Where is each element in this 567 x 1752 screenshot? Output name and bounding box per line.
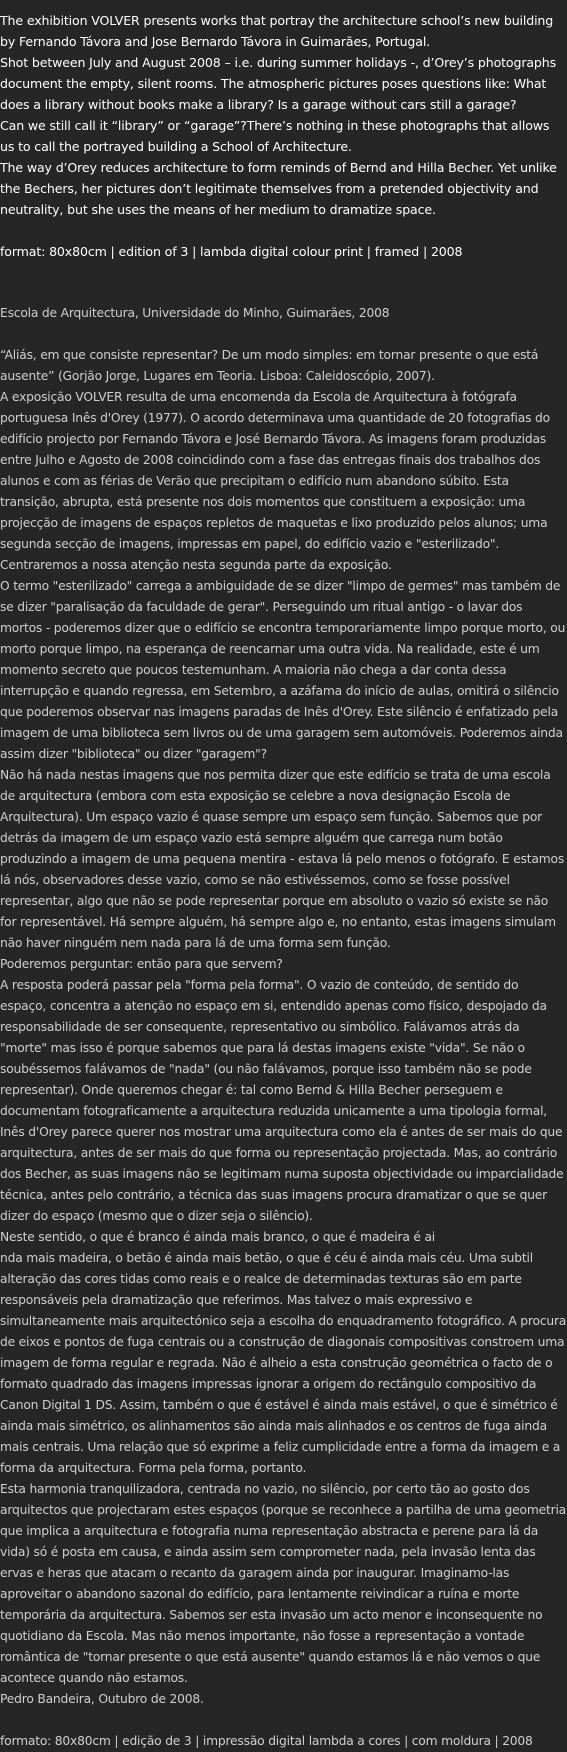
- english-paragraph-library: Can we still call it “library” or “garage”?There’s nothing in these photographs that allows us to call the portrayed building a School of Architecture.: [0, 118, 550, 154]
- spacer: [0, 220, 567, 241]
- portuguese-paragraph-madeira: nda mais madeira, o betão é ainda mais betão, o que é céu é ainda mais céu. Uma subtil alteração das cores tidas como reais e o realce de determinadas texturas são em parte responsáveis pela dramatização que referimos. Mas talvez o mais expressivo e simultaneamente mais arquitectónico seja a escolha do enquadramento fotográfico. A procura de eixos e pontos de fuga centrais ou a construção de diagonais compositivas constroem uma imagem de forma regular e regrada. Não é alheio a esta construção geométrica o facto de o formato quadrado das imagens impressas ignorar a origem do rectângulo compositivo da Canon Digital 1 DS. Assim, também o que é estável é ainda mais estável, o que é simétrico é ainda mais simétrico, os alinhamentos são ainda mais alinhados e os centros de fuga ainda mais centrais. Uma relação que só exprime a feliz cumplicidade entre a forma da imagem e a forma da arquitectura. Forma pela forma, portanto.: [0, 1251, 567, 1475]
- english-paragraph-shoot: Shot between July and August 2008 – i.e. during summer holidays -, d’Orey’s photographs document the empty, silent rooms. The atmospheric pictures poses questions like: What does a library without books make a library? Is a garage without cars still a garage?: [0, 55, 556, 112]
- spacer: [0, 262, 567, 303]
- portuguese-paragraph-volver: A exposição VOLVER resulta de uma encomenda da Escola de Arquitectura à fotógrafa portuguesa Inês d'Orey (1977). O acordo determinava uma quantidade de 20 fotografias do edifício projecto por Fernando Távora e José Bernardo Távora. As imagens foram produzidas entre Julho e Agosto de 2008 coincidindo com a fase das entregas finais dos trabalhos dos alunos e com as férias de Verão que precipitam o edifício num abandono súbito. Esta transição, abrupta, está presente nos dois momentos que constituem a exposição: uma projecção de imagens de espaços repletos de maquetas e lixo produzido pelos alunos; uma segunda secção de imagens, impressas em papel, do edifício vazio e "esterilizado". Centraremos a nossa atenção nesta segunda parte da exposição.: [0, 390, 550, 572]
- english-format-line: format: 80x80cm | edition of 3 | lambda digital colour print | framed | 2008: [0, 244, 463, 259]
- portuguese-format-line: formato: 80x80cm | edição de 3 | impressão digital lambda a cores | com moldura | 2008: [0, 1734, 533, 1748]
- portuguese-paragraph-quote: “Aliás, em que consiste representar? De um modo simples: em tornar presente o que está ausente” (Gorjão Jorge, Lugares em Teoria. Lisboa: Caleidoscópio, 2007).: [0, 348, 539, 383]
- portuguese-paragraph-pergunta: Poderemos perguntar: então para que servem?: [0, 957, 283, 971]
- portuguese-paragraph-esterilizado: O termo "esterilizado" carrega a ambiguidade de se dizer "limpo de germes" mas também de se dizer "paralisação da faculdade de gerar". Perseguindo um ritual antigo - o lavar dos mortos - poderemos dizer que o edifício se encontra temporariamente limpo porque morto, ou morto porque limpo, na esperança de reencarnar uma outra vida. Na realidade, este é um momento secreto que poucos testemunham. A maioria não chega a dar conta dessa interrupção e quando regressa, em Setembro, a azáfama do início de aulas, omitirá o silêncio que poderemos observar nas imagens paradas de Inês d'Orey. Este silêncio é enfatizado pela imagem de uma biblioteca sem livros ou de uma garagem sem automóveis. Poderemos ainda assim dizer "biblioteca" ou dizer "garagem"?: [0, 579, 566, 761]
- portuguese-paragraph-harmonia: Esta harmonia tranquilizadora, centrada no vazio, no silêncio, por certo tão ao gosto dos arquitectos que projectaram estes espaços (porque se reconhece a partilha de uma geometria que implica a arquitectura e fotografia numa representação abstracta e perene para lá da vida) só é posta em causa, e ainda assim sem comprometer nada, pela invasão lenta das ervas e heras que atacam o recanto da garagem ainda por inaugurar. Imaginamo-las aproveitar o abandono sazonal do edifício, para lentamente reivindicar a ruína e morte temporária da arquitectura. Sabemos ser esta invasão um acto menor e inconsequente no quotidiano da Escola. Mas não menos importante, não fosse a representação a vontade romântica de "tornar presente o que está ausente" quando estamos lá e não vemos o que acontece quando não estamos.: [0, 1482, 566, 1685]
- portuguese-paragraph-sentido: Neste sentido, o que é branco é ainda mais branco, o que é madeira é ai: [0, 1230, 435, 1244]
- english-paragraph-intro: The exhibition VOLVER presents works that portray the architecture school’s new building by Fernando Távora and Jose Bernardo Távora in Guimarães, Portugal.: [0, 13, 554, 49]
- portuguese-location-line: Escola de Arquitectura, Universidade do Minho, Guimarães, 2008: [0, 306, 390, 320]
- english-description: [0, 10, 567, 220]
- english-paragraph-becher: The way d’Orey reduces architecture to form reminds of Bernd and Hilla Becher. Yet unlike the Bechers, her pictures don’t legitimate themselves from a pretended objectivity and neutrality, but she uses the means of her medium to dramatize space.: [0, 160, 557, 217]
- portuguese-description: [0, 303, 567, 1710]
- portuguese-paragraph-arquitectura: Não há nada nestas imagens que nos permita dizer que este edifício se trata de uma escola de arquitectura (embora com esta exposição se celebre a nova designação Escola de Arquitectura). Um espaço vazio é quase sempre um espaço sem função. Sabemos que por detrás da imagem de um espaço vazio está sempre alguém que carrega num botão produzindo a imagem de uma pequena mentira - estava lá pelo menos o fotógrafo. E estamos lá nós, observadores desse vazio, como se não estivéssemos, como se fosse possível representar, algo que não se pode representar porque em absoluto o vazio só existe se não for representável. Há sempre alguém, há sempre algo e, no entanto, estas imagens simulam não haver ninguém nem nada para lá de uma forma sem função.: [0, 768, 565, 950]
- portuguese-signature: Pedro Bandeira, Outubro de 2008.: [0, 1692, 204, 1706]
- spacer: [0, 1710, 567, 1731]
- spacer: [0, 324, 567, 345]
- portuguese-paragraph-forma: A resposta poderá passar pela "forma pela forma". O vazio de conteúdo, de sentido do espaço, concentra a atenção no espaço em si, entendido apenas como físico, despojado da responsabilidade de ser consequente, representativo ou simbólico. Falávamos atrás da "morte" mas isso é porque sabemos que para lá destas imagens existe "vida". Se não o soubéssemos falávamos de "nada" (ou não falávamos, porque isso também não se pode representar). Onde queremos chegar é: tal como Bernd & Hilla Becher perseguem e documentam fotograficamente a arquitectura reduzida unicamente a uma tipologia formal, Inês d'Orey parece querer nos mostrar uma arquitectura como ela é antes de ser mais do que arquitectura, antes de ser mais do que forma ou representação projectada. Mas, ao contrário dos Becher, as suas imagens não se legitimam numa suposta objectividade ou imparcialidade técnica, antes pelo contrário, a técnica das suas imagens procura dramatizar o que se quer dizer do espaço (mesmo que o dizer seja o silêncio).: [0, 978, 564, 1223]
